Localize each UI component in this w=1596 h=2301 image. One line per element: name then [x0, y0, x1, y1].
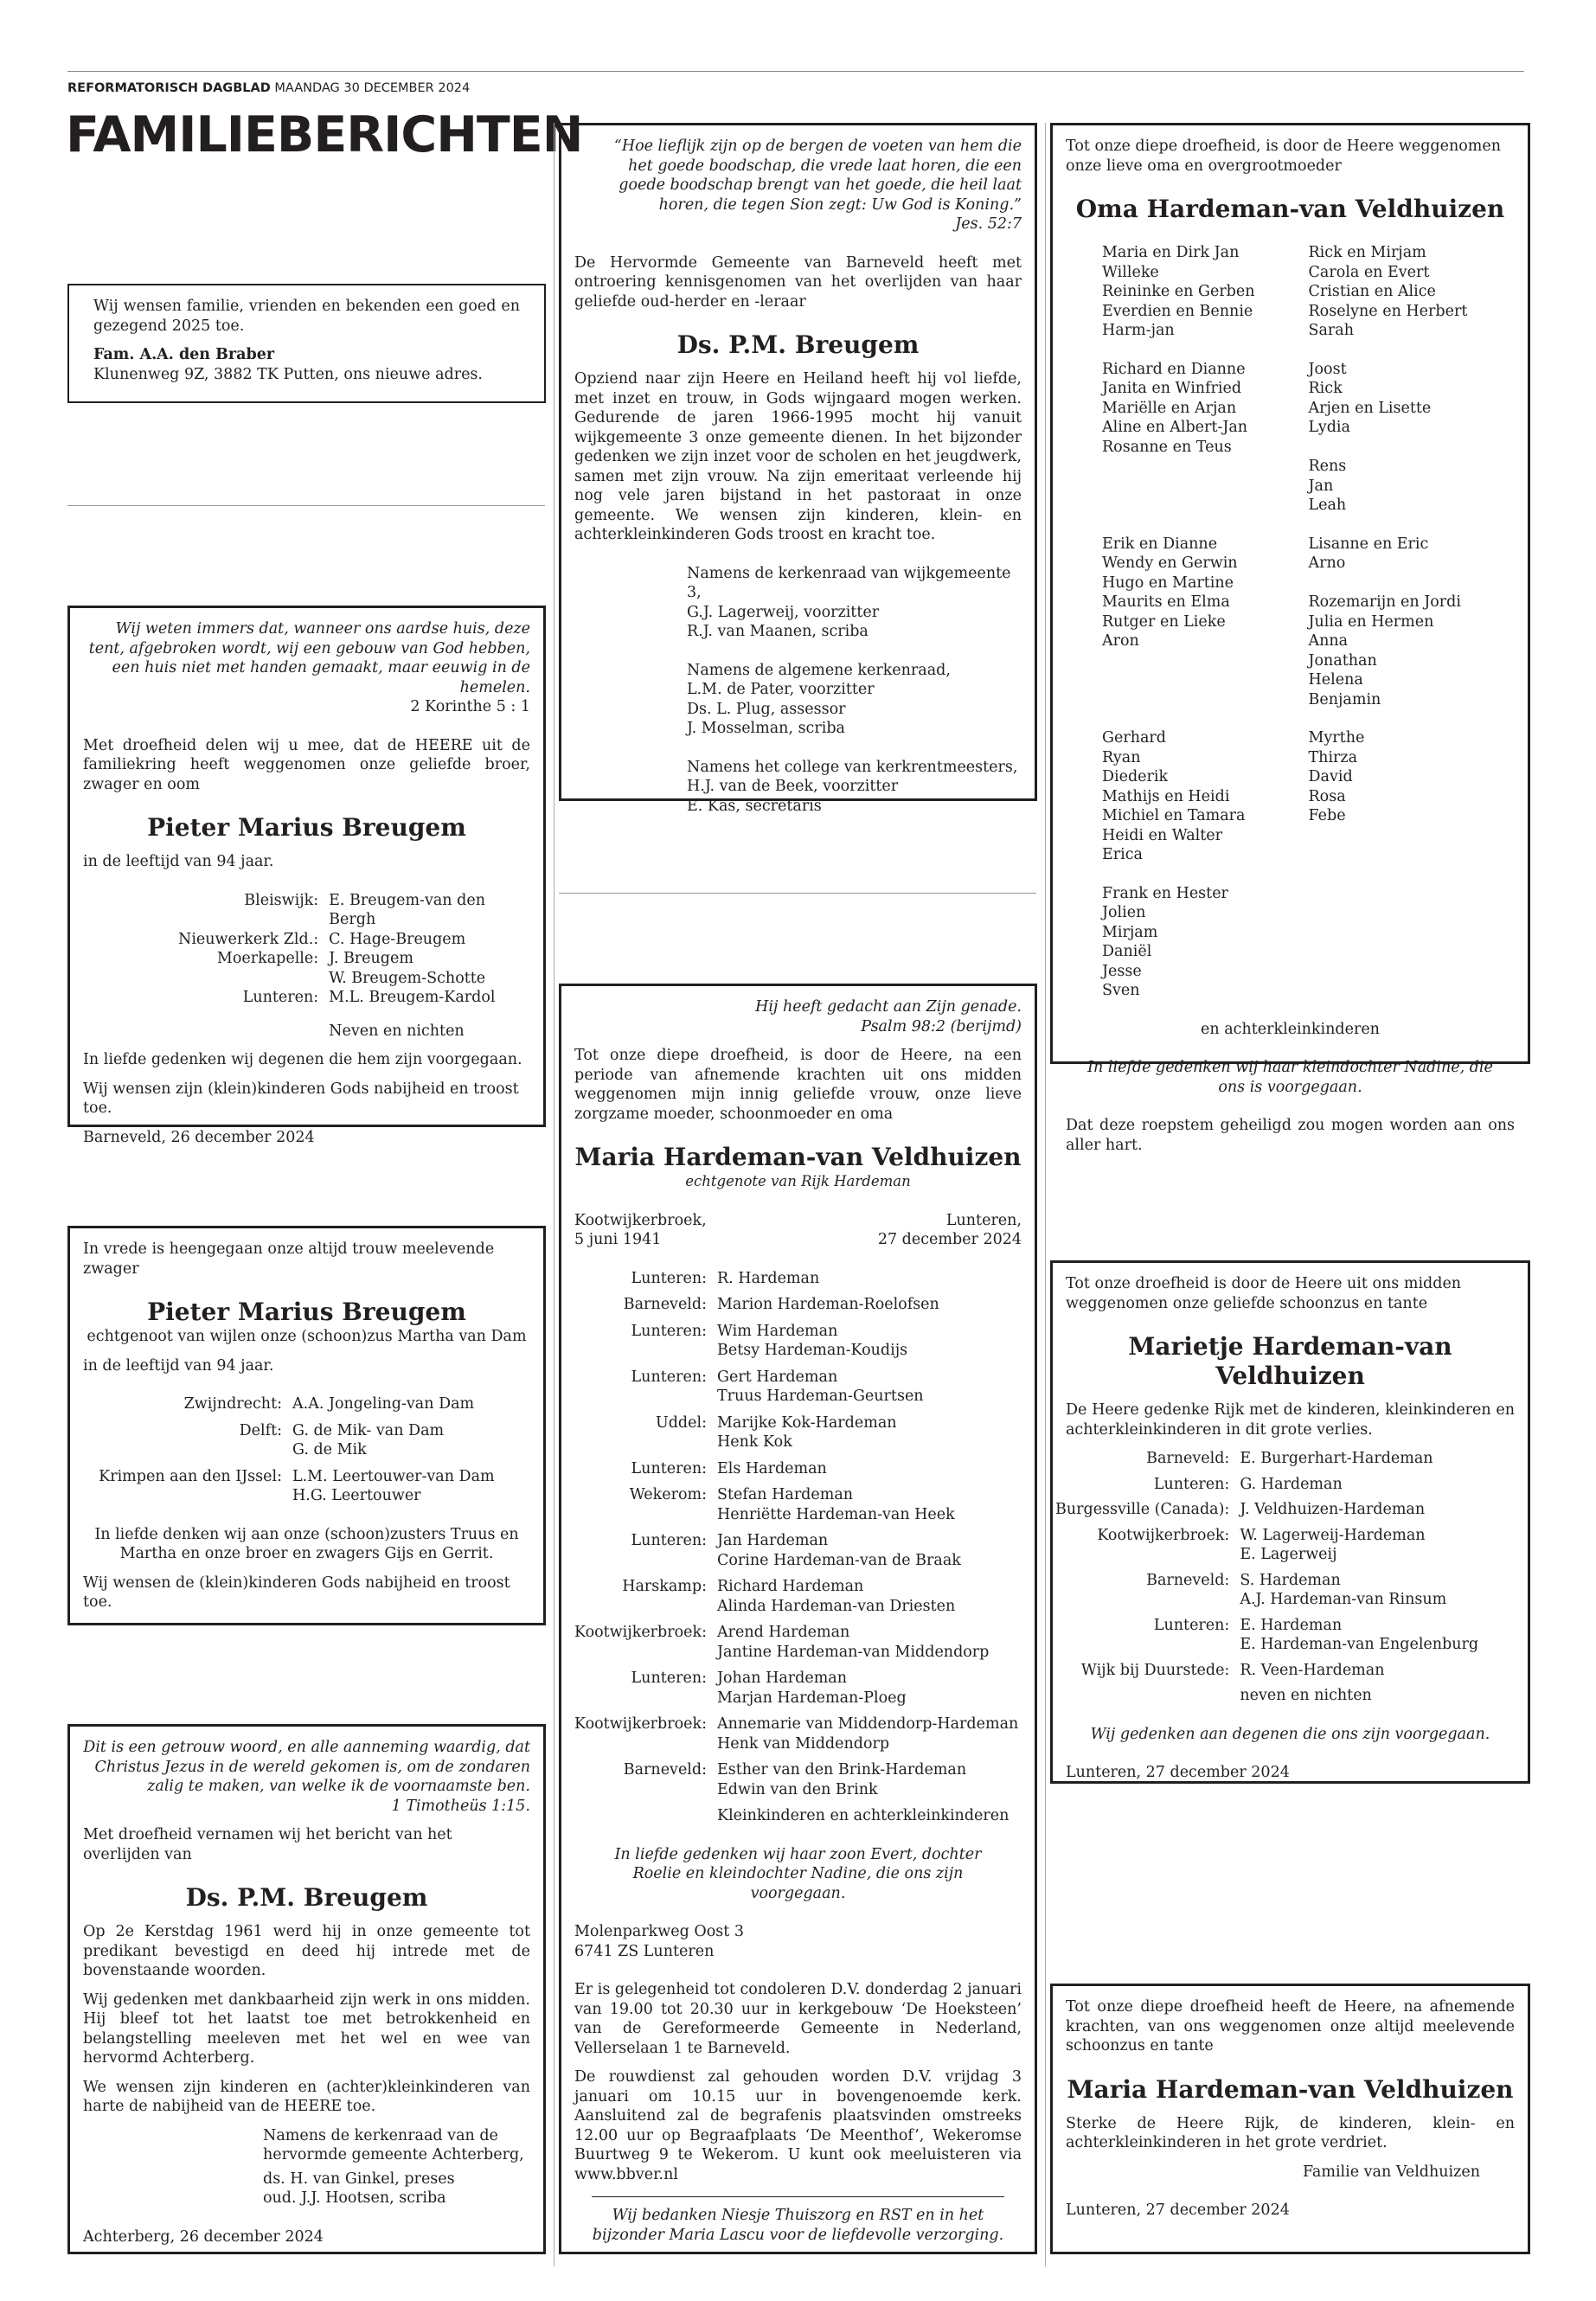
birth-date: 5 juni 1941: [574, 1231, 662, 1248]
relative-name: J. Breugem: [329, 950, 413, 967]
body-text: De Heere gedenke Rijk met de kinderen, kleinkinderen en achterkleinkinderen in dit grote verlies.: [1066, 1401, 1515, 1439]
grandchild-name: Arjen en Lisette: [1308, 399, 1432, 417]
relative-place: Lunteren:: [631, 1269, 707, 1287]
relative-place: Lunteren:: [631, 1532, 707, 1549]
grandchild-name: Willeke: [1102, 263, 1159, 281]
relatives-list: [1055, 1449, 1504, 1706]
grandchild-name: Helena: [1308, 671, 1363, 689]
relative-name: Edwin van den Brink: [717, 1780, 878, 1798]
relative-name: Els Hardeman: [717, 1459, 827, 1477]
grandchild-name: Reininke en Gerben: [1102, 283, 1255, 300]
intro-text: In vrede is heengegaan onze altijd trouw meelevende zwager: [83, 1240, 495, 1278]
place-date: Lunteren, 27 december 2024: [1066, 2202, 1290, 2219]
grandchild-name: Ryan: [1102, 748, 1141, 766]
relative-place: Lunteren:: [631, 1459, 707, 1477]
rule: [592, 2196, 1004, 2197]
relative-place: Barneveld:: [623, 1296, 707, 1313]
deceased-name: Oma Hardeman-van Veldhuizen: [1075, 195, 1505, 223]
paragraph: We wensen zijn kinderen en (achter)kleinkinderen van harte de nabijheid van de HEERE toe.: [83, 2078, 530, 2115]
grandchild-name: Lisanne en Eric: [1308, 535, 1429, 553]
death-place: Lunteren,: [945, 1211, 1022, 1229]
obituary-breugem-family: [67, 606, 546, 1146]
intro-text: Tot onze diepe droefheid heeft de Heere, na afnemende krachten, van ons weggenomen onze altijd meelevende schoonzus en tante: [1066, 1998, 1515, 2054]
grandchild-name: Leah: [1308, 497, 1347, 514]
masthead: [67, 81, 470, 95]
wish-text: Wij wensen zijn (klein)kinderen Gods nabijheid en troost toe.: [83, 1080, 519, 1117]
grandchildren-column: [1102, 243, 1309, 341]
relative-place: Zwijndrecht:: [183, 1395, 282, 1413]
family-name: Fam. A.A. den Braber: [93, 346, 275, 363]
place-date: Lunteren, 27 december 2024: [1066, 1764, 1290, 1781]
relative-place: Barneveld:: [623, 1761, 707, 1779]
relative-name: Wim Hardeman: [717, 1322, 838, 1340]
intro-text: Met droefheid vernamen wij het bericht van het overlijden van: [83, 1826, 452, 1863]
paragraph: Op 2e Kerstdag 1961 werd hij in onze gemeente tot predikant bevestigd en deed hij intrede met de bovenstaande woorden.: [83, 1923, 530, 1979]
grandchild-name: Mathijs en Heidi: [1102, 787, 1230, 805]
place-date: Achterberg, 26 december 2024: [83, 2227, 324, 2246]
announcement-braber: [67, 284, 546, 403]
grandchildren-column: [1309, 728, 1516, 865]
age-text: in de leeftijd van 94 jaar.: [83, 853, 274, 870]
memory-text: Wij gedenken aan degenen die ons zijn voorgegaan.: [1090, 1725, 1490, 1743]
greeting-text: Wij wensen familie, vrienden en bekenden een goed en gezegend 2025 toe.: [93, 298, 520, 335]
memory-text: In liefde gedenken wij haar zoon Evert, dochter Roelie en kleindochter Nadine, die ons zijn voorgegaan.: [614, 1845, 982, 1902]
grandchild-name: Rosa: [1308, 787, 1346, 805]
grandchild-name: Jonathan: [1308, 651, 1377, 670]
grandchild-name: Thirza: [1308, 748, 1358, 766]
relative-name: E. Breugem-van den Bergh: [329, 891, 485, 928]
relative-name: G. de Mik- van Dam: [292, 1421, 445, 1439]
relative-name: Jantine Hardeman-van Middendorp: [717, 1643, 990, 1661]
intro-text: Met droefheid delen wij u mee, dat de HEERE uit de familiekring heeft weggenomen onze geliefde broer, zwager en oom: [83, 736, 530, 793]
grandchild-name: Sven: [1102, 982, 1140, 999]
grandchildren-column: [1102, 884, 1309, 1001]
relative-name: Truus Hardeman-Geurtsen: [717, 1388, 924, 1405]
signer-line: oud. J.J. Hootsen, scriba: [263, 2189, 446, 2207]
relatives-list: [83, 1394, 530, 1506]
obituary-ds-breugem-achterberg: [67, 1724, 546, 2254]
achterkleinkinderen: en achterkleinkinderen: [1201, 1020, 1380, 1038]
relative-place: Burgessville (Canada):: [1055, 1501, 1230, 1518]
relative-name: Richard Hardeman: [717, 1578, 864, 1595]
death-date: 27 december 2024: [877, 1231, 1022, 1248]
deceased-name: Maria Hardeman-van Veldhuizen: [574, 1143, 1022, 1171]
relative-name: Jan Hardeman: [717, 1532, 829, 1549]
relative-place: Delft:: [239, 1421, 282, 1439]
relative-name: M.L. Breugem-Kardol: [329, 989, 496, 1006]
relative-name: E. Burgerhart-Hardeman: [1240, 1450, 1433, 1467]
relative-name: R. Veen-Hardeman: [1240, 1661, 1385, 1679]
relative-place: Wekerom:: [629, 1486, 707, 1503]
signer-line: E. Kas, secretaris: [687, 797, 822, 815]
grandchildren-group: [1102, 243, 1515, 341]
grandchild-name: Mariëlle en Arjan: [1102, 399, 1237, 417]
relative-name: J. Veldhuizen-Hardeman: [1240, 1501, 1426, 1518]
signer-line: hervormde gemeente Achterberg,: [263, 2146, 524, 2163]
grandchild-name: Anna: [1308, 632, 1349, 650]
relatives-list: [178, 891, 530, 1042]
relative-place: Kootwijkerbroek:: [574, 1715, 707, 1733]
grandchild-name: Gerhard: [1102, 729, 1166, 747]
relative-place: Kootwijkerbroek:: [574, 1624, 707, 1641]
quote-reference: Psalm 98:2 (berijmd): [861, 1017, 1022, 1035]
rule: [67, 505, 545, 506]
new-address: Klunenweg 9Z, 3882 TK Putten, ons nieuwe adres.: [93, 365, 483, 383]
bible-quote: Hij heeft gedacht aan Zijn genade.: [755, 998, 1022, 1016]
deceased-name: Pieter Marius Breugem: [147, 1298, 466, 1326]
thanks-text: Wij bedanken Niesje Thuiszorg en RST en in het bijzonder Maria Lascu voor de liefdevolle verzorging.: [592, 2207, 1004, 2244]
place-date: Barneveld, 26 december 2024: [83, 1128, 315, 1146]
relative-name: S. Hardeman: [1240, 1571, 1341, 1589]
memory-text: In liefde gedenken wij haar kleindochter Nadine, die ons is voorgegaan.: [1087, 1059, 1493, 1096]
quote-reference: Jes. 52:7: [955, 215, 1022, 233]
grandchild-name: [1309, 574, 1516, 593]
relative-place: Barneveld:: [1146, 1571, 1230, 1589]
signers: [263, 2126, 530, 2208]
body-text: Opziend naar zijn Heere en Heiland heeft hij vol liefde, met inzet en trouw, in Gods wijngaard mogen werken. Gedurende de jaren 1966-1995 mocht hij vanuit wijkgemeente 3 onze gemeente dienen. In het bijzonder gedenken we zijn inzet voor de scholen en het jeugdwerk, samen met zijn vrouw. Na zijn emeritaat verleende hij nog vele jaren bijstand in het pastoraat in onze gemeente. We wensen zijn kinderen, klein- en achterkleinkinderen Gods troost en kracht toe.: [574, 370, 1022, 543]
relative-name: Marion Hardeman-Roelofsen: [717, 1296, 939, 1313]
grandchild-name: Rick en Mirjam: [1308, 244, 1426, 261]
relative-name: Johan Hardeman: [717, 1670, 848, 1687]
relative-place: Barneveld:: [1146, 1450, 1230, 1467]
obituary-oma-hardeman: [1050, 123, 1530, 1154]
grandchildren-column: [1309, 535, 1516, 710]
quote-reference: 1 Timotheüs 1:15.: [391, 1797, 530, 1815]
column-divider: [1045, 123, 1046, 2266]
relative-name: Arend Hardeman: [717, 1624, 850, 1641]
grandchild-name: Sarah: [1308, 322, 1354, 339]
deceased-name: Ds. P.M. Breugem: [676, 330, 920, 359]
relative-name: R. Hardeman: [717, 1269, 820, 1287]
memory-text: In liefde denken wij aan onze (schoon)zusters Truus en Martha en onze broer en zwagers Gijs en Gerrit.: [94, 1525, 519, 1562]
rule: [559, 893, 1036, 894]
intro-text: Tot onze diepe droefheid, is door de Heere weggenomen onze lieve oma en overgrootmoeder: [1066, 138, 1502, 175]
relative-place: Lunteren:: [1153, 1616, 1230, 1634]
relative-name: E. Lagerweij: [1240, 1546, 1337, 1563]
age-text: in de leeftijd van 94 jaar.: [83, 1356, 274, 1375]
obituary-marietje-hardeman: [1050, 1260, 1530, 1784]
grandchild-name: Benjamin: [1308, 690, 1381, 708]
relative-place: Lunteren:: [631, 1670, 707, 1687]
grandchild-name: Everdien en Bennie: [1102, 302, 1253, 320]
relative-place: Lunteren:: [631, 1368, 707, 1386]
top-rule: [67, 71, 1524, 72]
wish-text: Wij wensen de (klein)kinderen Gods nabijheid en troost toe.: [83, 1574, 510, 1611]
relative-name: A.A. Jongeling-van Dam: [292, 1395, 475, 1413]
intro-text: De Hervormde Gemeente van Barneveld heeft met ontroering kennisgenomen van het overlijden van haar geliefde oud-herder en -leraar: [574, 253, 1022, 311]
grandchild-name: Carola en Evert: [1308, 263, 1430, 281]
relative-name: Betsy Hardeman-Koudijs: [717, 1342, 908, 1359]
grandchild-name: Lydia: [1308, 419, 1350, 436]
relative-name: G. de Mik: [292, 1441, 367, 1458]
relative-name: Marijke Kok-Hardeman: [717, 1413, 897, 1432]
birth-place: Kootwijkerbroek,: [574, 1211, 707, 1229]
grandchild-name: Julia en Hermen: [1308, 612, 1434, 631]
grandchild-name: Harm-jan: [1102, 322, 1175, 339]
deceased-name: Ds. P.M. Breugem: [185, 1883, 428, 1912]
relatives-list: [574, 1269, 1022, 1826]
body-text: Sterke de Heere Rijk, de kinderen, klein- en achterkleinkinderen in het grote verdriet.: [1066, 2114, 1515, 2151]
relative-name: Stefan Hardeman: [717, 1486, 854, 1503]
relative-name: W. Lagerweij-Hardeman: [1240, 1526, 1426, 1544]
signer-line: ds. H. van Ginkel, preses: [263, 2170, 455, 2188]
grandchild-name: David: [1308, 768, 1353, 785]
grandchild-name: Maria en Dirk Jan: [1102, 244, 1240, 261]
grandchild-name: [1309, 438, 1516, 458]
grandchild-name: Aron: [1102, 632, 1139, 650]
intro-text: Tot onze diepe droefheid, is door de Heere, na een periode van afnemende krachten uit ons midden weggenomen mijn innig geliefde vrouw, onze lieve zorgzame moeder, schoonmoeder en oma: [574, 1047, 1022, 1123]
relative-name: Gert Hardeman: [717, 1368, 838, 1386]
relative-name: neven en nichten: [1240, 1687, 1372, 1704]
grandchild-name: Erik en Dianne: [1102, 535, 1218, 553]
relative-name: Corine Hardeman-van de Braak: [717, 1551, 961, 1569]
intro-text: Tot onze droefheid is door de Heere uit ons midden weggenomen onze geliefde schoonzus en tante: [1066, 1275, 1462, 1312]
relative-name: Marjan Hardeman-Ploeg: [717, 1689, 907, 1707]
grandchild-name: Mirjam: [1102, 923, 1158, 941]
bible-quote: “Hoe lieflijk zijn op de bergen de voeten van hem die het goede boodschap, die vrede laat horen, die een goede boodschap brengt van het goede, die heil laat horen, die tegen Sion zegt: Uw God is Koning.”: [613, 138, 1022, 214]
relative-place: Lunteren:: [1153, 1475, 1230, 1493]
obituary-maria-hardeman-fam: [1050, 1984, 1530, 2254]
relative-place: Nieuwerkerk Zld.:: [178, 930, 319, 948]
bible-quote: Wij weten immers dat, wanneer ons aardse huis, deze tent, afgebroken wordt, wij een gebouw van God hebben, een huis niet met handen gemaakt, maar eeuwig in de hemelen.: [88, 620, 530, 696]
grandchild-name: Janita en Winfried: [1102, 380, 1242, 397]
grandchild-name: Maurits en Elma: [1102, 593, 1230, 611]
grandchildren-list: [1066, 243, 1515, 1001]
grandchild-name: Rozemarijn en Jordi: [1308, 593, 1461, 611]
relative-name: A.J. Hardeman-van Rinsum: [1240, 1591, 1447, 1608]
relative-place: Lunteren:: [631, 1322, 707, 1340]
grandchild-name: Febe: [1308, 807, 1346, 824]
address-line: 6741 ZS Lunteren: [574, 1942, 715, 1960]
grandchildren-group: [1102, 884, 1515, 1001]
obituary-breugem-zwager: [67, 1226, 546, 1625]
grandchild-name: Rick: [1308, 380, 1343, 397]
grandchild-name: Aline en Albert-Jan: [1102, 419, 1248, 436]
grandchild-name: Jolien: [1102, 904, 1146, 921]
signer-line: Namens het college van kerkrentmeesters,: [687, 758, 1018, 776]
grandchildren-group: [1102, 360, 1515, 516]
grandchildren-group: [1102, 535, 1515, 710]
grandchild-name: Michiel en Tamara: [1102, 807, 1246, 824]
condolence-text: Er is gelegenheid tot condoleren D.V. donderdag 2 januari van 19.00 tot 20.30 uur in kerkgebouw ‘De Hoeksteen’ van de Gereformeerde Gemeente in Nederland, Vellerselaan 1 te Barneveld.: [574, 1981, 1022, 2057]
grandchild-name: Frank en Hester: [1102, 884, 1228, 902]
relative-name: Alinda Hardeman-van Driesten: [717, 1597, 956, 1615]
signer-line: R.J. van Maanen, scriba: [687, 623, 869, 640]
relative-name: Henk van Middendorp: [717, 1734, 890, 1753]
relative-name: G. Hardeman: [1240, 1475, 1343, 1493]
grandchildren-column: [1309, 360, 1516, 516]
grandchild-name: Myrthe: [1308, 729, 1365, 747]
grandchildren-column: [1102, 360, 1309, 516]
section-title: FAMILIEBERICHTEN: [66, 106, 583, 163]
paper-name: REFORMATORISCH DAGBLAD: [67, 81, 271, 95]
grandchildren-column: [1102, 535, 1309, 710]
deceased-name: Marietje Hardeman-van Veldhuizen: [1128, 1332, 1452, 1390]
relative-name: Annemarie van Middendorp-Hardeman: [717, 1715, 1019, 1733]
memory-text: In liefde gedenken wij degenen die hem zijn voorgegaan.: [83, 1051, 522, 1068]
relative-place: Bleiswijk:: [244, 891, 319, 909]
grandchild-name: Daniël: [1102, 943, 1152, 960]
grandchild-name: Hugo en Martine: [1102, 574, 1234, 592]
grandchild-name: Roselyne en Herbert: [1308, 302, 1468, 320]
deceased-name: Maria Hardeman-van Veldhuizen: [1067, 2074, 1514, 2104]
signer-line: G.J. Lagerweij, voorzitter: [687, 603, 880, 621]
grandchild-name: Wendy en Gerwin: [1102, 554, 1238, 572]
grandchild-name: Jesse: [1102, 962, 1142, 980]
relative-name: C. Hage-Breugem: [329, 930, 466, 948]
signer-line: Ds. L. Plug, assessor: [687, 700, 846, 718]
grandchild-name: Richard en Dianne: [1102, 360, 1246, 378]
address-line: Molenparkweg Oost 3: [574, 1923, 744, 1940]
obituary-ds-breugem-barneveld: [559, 123, 1037, 815]
signer-line: L.M. de Pater, voorzitter: [687, 681, 875, 698]
grandchild-name: Heidi en Walter: [1102, 826, 1223, 844]
grandchildren-column: [1102, 728, 1309, 865]
relative-name: Henk Kok: [717, 1433, 792, 1451]
signer-line: H.J. van de Beek, voorzitter: [687, 778, 899, 795]
funeral-text: De rouwdienst zal gehouden worden D.V. vrijdag 3 januari om 10.15 uur in bovengenoemde kerk. Aansluitend zal de begrafenis plaatsvinden omstreeks 12.00 uur op Begraafplaats ‘De Meenthof’, Wekeromse Buurtweg 9 te Wekerom. U kunt ook meeluisteren via www.bbver.nl: [574, 2068, 1022, 2183]
grandchildren-column: [1309, 243, 1516, 341]
relative-place: Krimpen aan den IJssel:: [99, 1467, 282, 1485]
relative-name: L.M. Leertouwer-van Dam: [292, 1467, 495, 1485]
relative-name: E. Hardeman: [1240, 1616, 1343, 1634]
relative-place: Harskamp:: [622, 1578, 707, 1595]
neven-nichten: Neven en nichten: [329, 1022, 465, 1040]
grandchild-name: Arno: [1308, 554, 1346, 572]
grandchildren-group: [1102, 728, 1515, 865]
grandchild-name: Erica: [1102, 846, 1143, 863]
paragraph: Wij gedenken met dankbaarheid zijn werk in ons midden. Hij bleef tot het laatst toe met betrokkenheid en belangstelling meeleven met het wel en wee van hervormd Achterberg.: [83, 1990, 530, 2067]
grandchild-name: Rens: [1308, 458, 1347, 475]
grandchild-name: Joost: [1308, 360, 1347, 378]
relative-place: Uddel:: [655, 1413, 707, 1432]
relative-place: Wijk bij Duurstede:: [1080, 1661, 1230, 1679]
relative-place: Kootwijkerbroek:: [1097, 1526, 1230, 1544]
signer-line: Namens de kerkenraad van de: [263, 2126, 498, 2144]
bible-quote: Dit is een getrouw woord, en alle aanneming waardig, dat Christus Jezus in de wereld gekomen is, om de zondaren zalig te maken, van welke ik de voornaamste ben.: [83, 1739, 530, 1795]
relative-name: Henriëtte Hardeman-van Heek: [717, 1505, 955, 1523]
relative-name: E. Hardeman-van Engelenburg: [1240, 1636, 1479, 1653]
relative-name: H.G. Leertouwer: [292, 1487, 421, 1504]
relative-place: Lunteren:: [242, 989, 319, 1006]
spouse-text: echtgenoot van wijlen onze (schoon)zus Martha van Dam: [87, 1328, 527, 1345]
relative-name: Esther van den Brink-Hardeman: [717, 1761, 967, 1779]
signer-line: Namens de kerkenraad van wijkgemeente 3,: [687, 564, 1011, 601]
quote-reference: 2 Korinthe 5 : 1: [410, 698, 530, 715]
signers: [687, 564, 1022, 817]
birth-death: [574, 1211, 1022, 1250]
relative-name: Kleinkinderen en achterkleinkinderen: [717, 1807, 1010, 1824]
grandchild-name: Cristian en Alice: [1308, 283, 1436, 300]
relative-place: Moerkapelle:: [216, 950, 319, 967]
issue-date: MAANDAG 30 DECEMBER 2024: [274, 81, 471, 95]
spouse-text: echtgenote van Rijk Hardeman: [685, 1173, 911, 1189]
grandchildren-column: [1309, 884, 1516, 1001]
signer-line: J. Mosselman, scriba: [687, 720, 845, 737]
deceased-name: Pieter Marius Breugem: [147, 813, 466, 842]
grandchild-name: Diederik: [1102, 768, 1169, 785]
grandchild-name: Jan: [1308, 477, 1334, 495]
wish-text: Dat deze roepstem geheiligd zou mogen worden aan ons aller hart.: [1066, 1117, 1515, 1154]
family-signature: Familie van Veldhuizen: [1302, 2163, 1480, 2181]
obituary-maria-hardeman: [559, 984, 1037, 2254]
relative-name: W. Breugem-Schotte: [329, 969, 486, 987]
signer-line: Namens de algemene kerkenraad,: [687, 661, 951, 679]
grandchild-name: Rutger en Lieke: [1102, 612, 1226, 631]
grandchild-name: Rosanne en Teus: [1102, 438, 1232, 456]
